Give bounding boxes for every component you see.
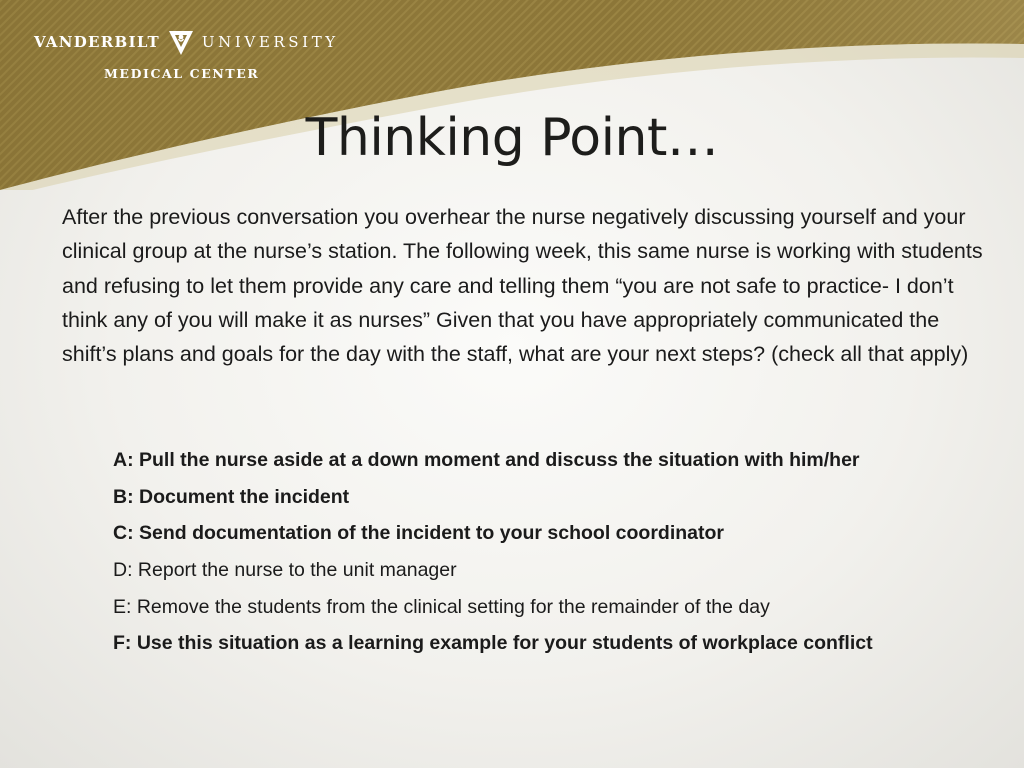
logo-subtitle: MEDICAL CENTER (104, 66, 260, 81)
answer-options-list (113, 442, 1003, 662)
slide-body-paragraph: After the previous conversation you overhear the nurse negatively discussing yourself and your clinical group at the nurse’s station. The following week, this same nurse is working with students and refusing to let them provide any care and telling them “you are not safe to practice- I don’t think any of you will make it as nurses” Given that you have appropriately communicated the shift’s plans and goals for the day with the staff, what are your next steps? (check all that apply) (62, 205, 983, 367)
option-b: B: Document the incident (113, 485, 350, 508)
logo-word-university: UNIVERSITY (201, 33, 339, 51)
option-e: E: Remove the students from the clinical setting for the remainder of the day (113, 595, 770, 618)
slide-title: Thinking Point… (305, 108, 719, 168)
logo-word-vanderbilt: VANDERBILT (34, 33, 160, 51)
vanderbilt-logo (34, 26, 339, 81)
option-f: F: Use this situation as a learning example for your students of workplace conflict (113, 632, 873, 655)
option-d: D: Report the nurse to the unit manager (113, 559, 457, 582)
oak-leaf-v-icon (166, 27, 196, 57)
option-a: A: Pull the nurse aside at a down moment and discuss the situation with him/her (113, 449, 860, 471)
option-c: C: Send documentation of the incident to your school coordinator (113, 522, 725, 545)
